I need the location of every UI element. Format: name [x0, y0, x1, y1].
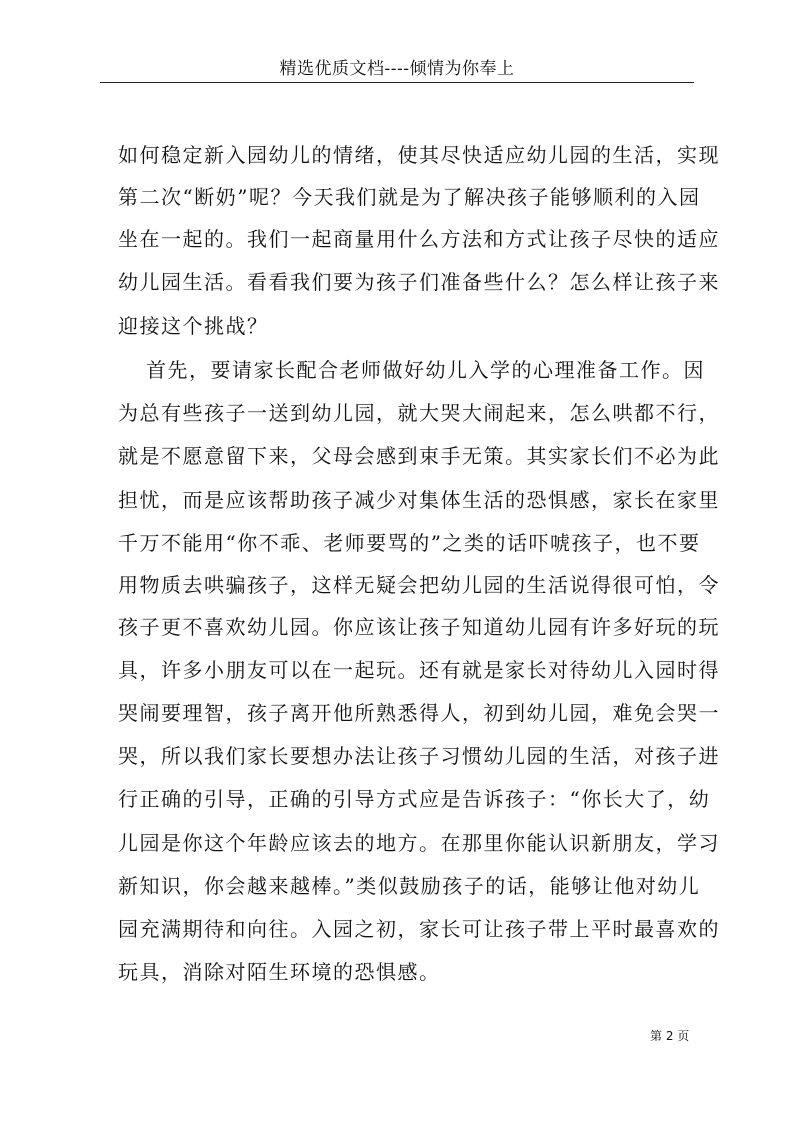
header-divider — [100, 82, 694, 83]
page-number: 第 2 页 — [650, 1029, 690, 1043]
paragraph-line: 为总有些孩子一送到幼儿园，就大哭大闹起来，怎么哄都不行， — [118, 401, 720, 425]
paragraph-line: 幼儿园生活。看看我们要为孩子们准备些什么？怎么样让孩子来 — [118, 270, 720, 294]
paragraph-line: 具，许多小朋友可以在一起玩。还有就是家长对待幼儿入园时得 — [118, 658, 720, 682]
page-header-title: 精选优质文档----倾情为你奉上 — [279, 59, 515, 79]
paragraph-line: 儿园是你这个年龄应该去的地方。在那里你能认识新朋友，学习 — [118, 831, 720, 855]
paragraph-line: 玩具，消除对陌生环境的恐惧感。 — [118, 960, 441, 984]
paragraph-line: 哭闹要理智，孩子离开他所熟悉得人，初到幼儿园，难免会哭一 — [118, 701, 720, 725]
paragraph-line: 坐在一起的。我们一起商量用什么方法和方式让孩子尽快的适应 — [118, 227, 720, 251]
paragraph-line: 园充满期待和向往。入园之初，家长可让孩子带上平时最喜欢的 — [118, 917, 720, 941]
paragraph-line: 首先，要请家长配合老师做好幼儿入学的心理准备工作。因 — [146, 358, 705, 382]
paragraph-line: 哭，所以我们家长要想办法让孩子习惯幼儿园的生活，对孩子进 — [118, 744, 720, 768]
paragraph-line: 第二次“断奶”呢？今天我们就是为了解决孩子能够顺利的入园 — [118, 185, 701, 209]
paragraph-line: 如何稳定新入园幼儿的情绪，使其尽快适应幼儿园的生活，实现 — [118, 143, 720, 167]
paragraph-line: 用物质去哄骗孩子，这样无疑会把幼儿园的生活说得很可怕，令 — [118, 573, 720, 597]
paragraph-line: 行正确的引导，正确的引导方式应是告诉孩子：“你长大了，幼 — [118, 787, 711, 811]
paragraph-line: 千万不能用“你不乖、老师要骂的”之类的话吓唬孩子，也不要 — [118, 531, 701, 555]
paragraph-line: 担忧，而是应该帮助孩子减少对集体生活的恐惧感，家长在家里 — [118, 488, 720, 512]
paragraph-line: 就是不愿意留下来，父母会感到束手无策。其实家长们不必为此 — [118, 444, 720, 468]
paragraph-line: 新知识，你会越来越棒。”类似鼓励孩子的话，能够让他对幼儿 — [118, 874, 701, 898]
paragraph-line: 迎接这个挑战？ — [118, 314, 269, 338]
paragraph-line: 孩子更不喜欢幼儿园。你应该让孩子知道幼儿园有许多好玩的玩 — [118, 615, 720, 639]
